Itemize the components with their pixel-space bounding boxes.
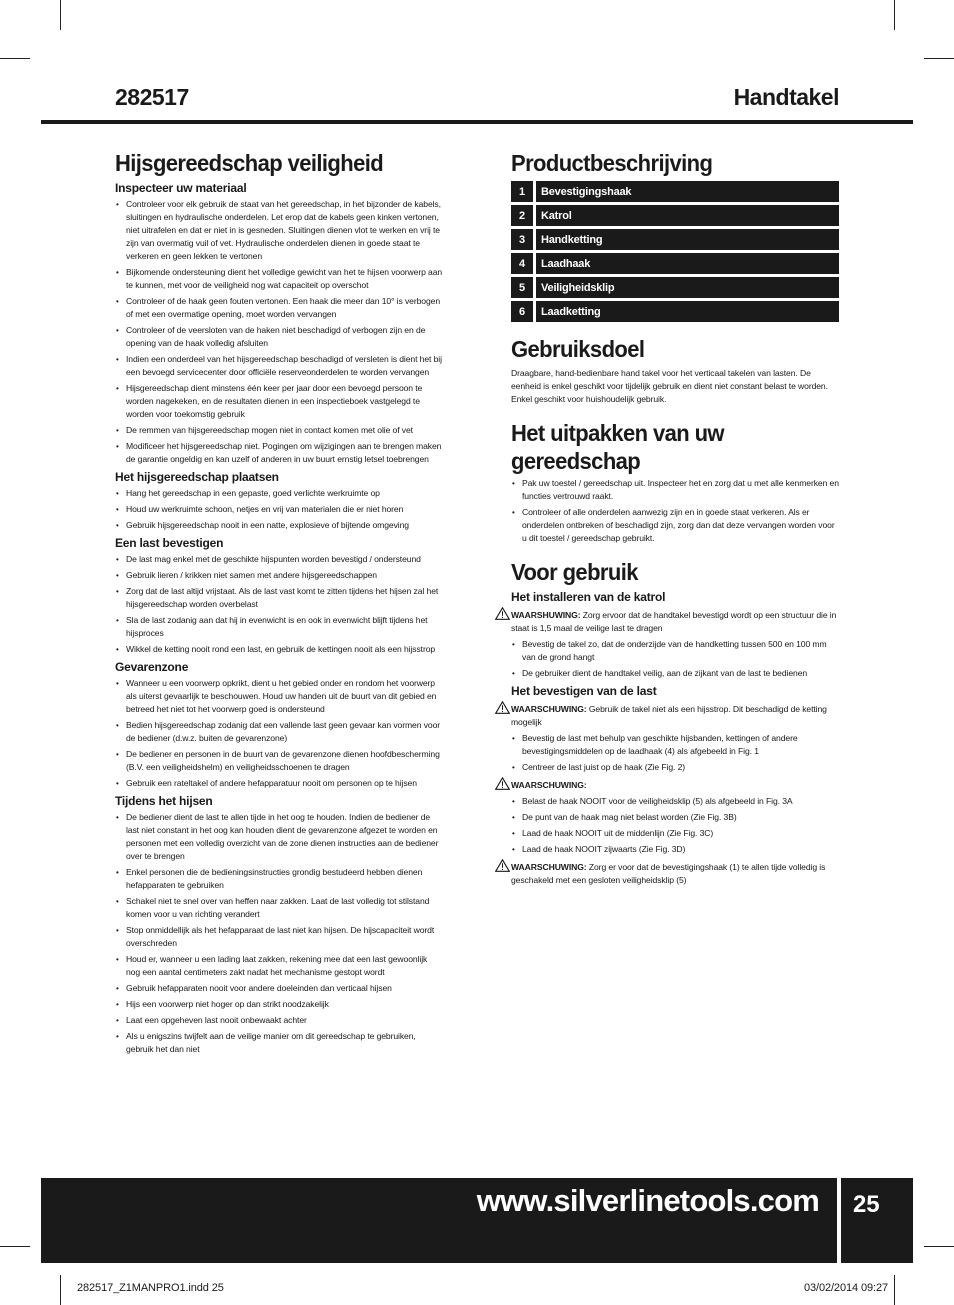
list-item: • Wanneer u een voorwerp opkrikt, dient u het gebied onder en rondom het voorwerp als uiterst gevaarlijk te beschouwen. Houd uw handen uit de buurt van dit gebied en betreed het niet tot het voorwerp goed is ondersteund xyxy=(115,677,443,716)
section-title-product: Productbeschrijving xyxy=(511,150,713,177)
crop-mark xyxy=(894,1275,895,1305)
product-title: Handtakel xyxy=(733,84,839,110)
list-attach-load xyxy=(115,553,443,656)
intended-use-text: Draagbare, hand-bedienbare hand takel voor het verticaal takelen van lasten. De eenheid is enkel geschikt voor tijdelijk gebruik en dient niet constant belast te worden. Enkel geschikt voor huishoudelijk gebruik. xyxy=(511,368,828,404)
part-number: 3 xyxy=(511,229,533,250)
crop-mark xyxy=(924,1246,954,1247)
part-row xyxy=(511,229,839,250)
part-row xyxy=(511,277,839,298)
list-item: • De bediener en personen in de buurt van de gevarenzone dienen hoofdbescherming (B.V. een veiligheidshelm) en veiligheidsschoenen te dragen xyxy=(115,748,443,774)
list-danger-zone xyxy=(115,677,443,790)
crop-mark xyxy=(60,1275,61,1305)
list-item: • Bevestig de last met behulp van geschikte hijsbanden, kettingen of andere bevestigingsmiddelen op de laadhaak (4) als afgebeeld in Fig. 1 xyxy=(511,732,839,758)
list-item: • Wikkel de ketting nooit rond een last, en gebruik de kettingen nooit als een hijsstrop xyxy=(115,643,443,656)
list-item: • Zorg dat de last altijd vrijstaat. Als de last vast komt te zitten tijdens het hijsen zal het hijsgereedschap worden overbelast xyxy=(115,585,443,611)
footer-divider xyxy=(837,1178,841,1263)
part-label: Veiligheidsklip xyxy=(536,277,839,298)
list-item: • Hijsgereedschap dient minstens één keer per jaar door een bevoegd persoon te worden nagekeken, en de resultaten dienen in een inspectieboek vastgelegd te worden voor toekomstig gebruik xyxy=(115,382,443,421)
warning-text: Zorg ervoor dat de handtakel bevestigd wordt op een structuur die in staat is 1,5 maal de veilige last te dragen xyxy=(511,610,837,633)
list-item: • Pak uw toestel / gereedschap uit. Inspecteer het en zorg dat u met alle kenmerken en functies vertrouwd raakt. xyxy=(511,477,839,503)
website-link[interactable]: www.silverlinetools.com xyxy=(476,1183,819,1218)
unpacking-section xyxy=(511,420,839,545)
crop-mark xyxy=(0,1246,30,1247)
part-number: 2 xyxy=(511,205,533,226)
list-item: • Gebruik hefapparaten nooit voor andere doeleinden dan verticaal hijsen xyxy=(115,982,443,995)
warning-note xyxy=(511,859,839,887)
warning-note xyxy=(511,607,839,635)
warning-label: WAARSCHUWING: xyxy=(511,780,587,790)
list-item: • Indien een onderdeel van het hijsgereedschap beschadigd of versleten is dient het bij een bevoegd servicecenter door officiële reserveonderdelen te worden vervangen xyxy=(115,353,443,379)
list-item: • Als u enigszins twijfelt aan de veilige manier om dit gereedschap te gebruiken, gebruik het dan niet xyxy=(115,1030,443,1056)
list-item: • Bedien hijsgereedschap zodanig dat een vallende last geen gevaar kan vormen voor de bediener (d.w.z. buiten de gevarenzone) xyxy=(115,719,443,745)
subheading-attach-load-right: Het bevestigen van de last xyxy=(511,684,657,698)
crop-mark xyxy=(0,58,30,59)
list-item: • Hang het gereedschap in een gepaste, goed verlichte werkruimte op xyxy=(115,487,443,500)
list-hook-loading xyxy=(511,795,839,856)
page-number: 25 xyxy=(853,1191,880,1218)
header-rule xyxy=(41,120,913,124)
subheading-attach-load: Een last bevestigen xyxy=(115,536,224,550)
list-item: • Hijs een voorwerp niet hoger op dan strikt noodzakelijk xyxy=(115,998,443,1011)
list-inspect xyxy=(115,198,443,466)
warning-text: Zorg er voor dat de bevestigingshaak (1) te allen tijde volledig is geschakeld met een gesloten veiligheidsklip (5) xyxy=(511,862,826,885)
section-title-unpacking: Het uitpakken van uw gereedschap xyxy=(511,420,724,475)
list-item: • De last mag enkel met de geschikte hijspunten worden bevestigd / ondersteund xyxy=(115,553,443,566)
list-item: • Laad de haak NOOIT zijwaarts (Zie Fig. 3D) xyxy=(511,843,839,856)
list-item: • Laat een opgeheven last nooit onbewaakt achter xyxy=(115,1014,443,1027)
list-during-lifting xyxy=(115,811,443,1056)
before-use-section xyxy=(511,559,839,887)
warning-label: WAARSHUWING: xyxy=(511,610,581,620)
list-item: • Stop onmiddellijk als het hefapparaat de last niet kan hijsen. De hijscapaciteit wordt overschreden xyxy=(115,924,443,950)
part-number: 5 xyxy=(511,277,533,298)
warning-text: Gebruik de takel niet als een hijsstrop. Dit beschadigd de ketting mogelijk xyxy=(511,704,827,727)
list-item: • Schakel niet te snel over van heffen naar zakken. Laat de last volledig tot stilstand komen voor u van richting verandert xyxy=(115,895,443,921)
list-item: • De punt van de haak mag niet belast worden (Zie Fig. 3B) xyxy=(511,811,839,824)
list-item: • Bijkomende ondersteuning dient het volledige gewicht van het te hijsen voorwerp aan te kunnen, met voor de veiligheid nog wat capaciteit op overschot xyxy=(115,266,443,292)
crop-mark xyxy=(894,0,895,30)
subheading-danger-zone: Gevarenzone xyxy=(115,660,189,674)
subheading-placing: Het hijsgereedschap plaatsen xyxy=(115,470,279,484)
slug-file-info: 282517_Z1MANPRO1.indd 25 xyxy=(77,1282,224,1294)
subheading-during-lifting: Tijdens het hijsen xyxy=(115,794,213,808)
list-item: • Controleer of de haak geen fouten vertonen. Een haak die meer dan 10° is verbogen of met een overmatige opening, moet worden vervangen xyxy=(115,295,443,321)
list-item: • Controleer of alle onderdelen aanwezig zijn en in goede staat verkeren. Als er onderdelen ontbreken of beschadigd zijn, zorg dan dat deze vervangen worden voor u dit toestel / gereedschap gebruikt. xyxy=(511,506,839,545)
list-item: • De bediener dient de last te allen tijde in het oog te houden. Indien de bediener de last niet constant in het oog kan houden dient de gevarenzone afgezet te worden en personen met een volledig overzicht van de zone dienen instructies aan de bediener over te brengen xyxy=(115,811,443,863)
parts-list xyxy=(511,181,839,322)
list-placing xyxy=(115,487,443,532)
product-description-section xyxy=(511,150,839,322)
part-row xyxy=(511,205,839,226)
left-column xyxy=(115,150,443,1059)
list-item: • Enkel personen die de bedieningsinstructies grondig bestudeerd hebben dienen hefapparaten te gebruiken xyxy=(115,866,443,892)
warning-triangle-icon xyxy=(495,859,510,872)
section-title-before-use: Voor gebruik xyxy=(511,559,638,586)
list-item: • Laad de haak NOOIT uit de middenlijn (Zie Fig. 3C) xyxy=(511,827,839,840)
list-item: • Sla de last zodanig aan dat hij in evenwicht is en ook in evenwicht blijft tijdens het hijsproces xyxy=(115,614,443,640)
warning-triangle-icon xyxy=(495,607,510,620)
list-item: • De gebruiker dient de handtakel veilig, aan de zijkant van de last te bedienen xyxy=(511,667,839,680)
list-item: • Bevestig de takel zo, dat de onderzijde van de handketting tussen 500 en 100 mm van de grond hangt xyxy=(511,638,839,664)
warning-label: WAARSCHUWING: xyxy=(511,704,587,714)
crop-mark xyxy=(924,58,954,59)
section-title-safety: Hijsgereedschap veiligheid xyxy=(115,150,384,177)
warning-triangle-icon xyxy=(495,701,510,714)
subheading-inspect: Inspecteer uw materiaal xyxy=(115,181,247,195)
subheading-install-pulley: Het installeren van de katrol xyxy=(511,590,666,604)
part-row xyxy=(511,301,839,322)
right-column xyxy=(511,150,839,901)
list-install-pulley xyxy=(511,638,839,680)
part-number: 1 xyxy=(511,181,533,202)
list-item: • Houd er, wanneer u een lading laat zakken, rekening mee dat een last gewoonlijk nog een aantal centimeters zakt nadat het mechanisme gestopt wordt xyxy=(115,953,443,979)
part-row xyxy=(511,253,839,274)
list-item: • Centreer de last juist op de haak (Zie Fig. 2) xyxy=(511,761,839,774)
footer-bar xyxy=(41,1178,913,1263)
list-item: • Gebruik een rateltakel of andere hefapparatuur nooit om personen op te hijsen xyxy=(115,777,443,790)
list-item: • Controleer voor elk gebruik de staat van het gereedschap, in het bijzonder de kabels, sluitingen en hydraulische onderdelen. Let erop dat de kabels geen kinken vertonen, niet uitrafelen en dat er niet in is gesneden. Sluitingen dienen vlot te werken en vrij te zijn van overmatig vuil of vet. Hydraulische onderdelen dienen in goede staat te verkeren en geen lekken te vertonen xyxy=(115,198,443,263)
part-number: 4 xyxy=(511,253,533,274)
list-attach-load-right xyxy=(511,732,839,774)
product-code: 282517 xyxy=(115,84,189,110)
intended-use-section xyxy=(511,336,839,406)
slug-date-info: 03/02/2014 09:27 xyxy=(803,1282,888,1294)
list-item: • De remmen van hijsgereedschap mogen niet in contact komen met olie of vet xyxy=(115,424,443,437)
part-number: 6 xyxy=(511,301,533,322)
section-title-intended-use: Gebruiksdoel xyxy=(511,336,645,363)
part-label: Handketting xyxy=(536,229,839,250)
list-item: • Modificeer het hijsgereedschap niet. Pogingen om wijzigingen aan te brengen maken de garantie ongeldig en kan uzelf of anderen in uw buurt ernstig letsel toebrengen xyxy=(115,440,443,466)
part-label: Laadketting xyxy=(536,301,839,322)
crop-mark xyxy=(60,0,61,30)
warning-note xyxy=(511,701,839,729)
list-item: • Gebruik hijsgereedschap nooit in een natte, explosieve of bijtende omgeving xyxy=(115,519,443,532)
warning-label: WAARSCHUWING: xyxy=(511,862,587,872)
part-row xyxy=(511,181,839,202)
list-item: • Gebruik lieren / krikken niet samen met andere hijsgereedschappen xyxy=(115,569,443,582)
part-label: Katrol xyxy=(536,205,839,226)
warning-triangle-icon xyxy=(495,777,510,790)
part-label: Bevestigingshaak xyxy=(536,181,839,202)
list-unpacking xyxy=(511,477,839,545)
list-item: • Controleer of de veersloten van de haken niet beschadigd of verbogen zijn en de opening van de haak volledig afsluiten xyxy=(115,324,443,350)
list-item: • Houd uw werkruimte schoon, netjes en vrij van materialen die er niet horen xyxy=(115,503,443,516)
list-item: • Belast de haak NOOIT voor de veiligheidsklip (5) als afgebeeld in Fig. 3A xyxy=(511,795,839,808)
warning-note xyxy=(511,777,839,792)
part-label: Laadhaak xyxy=(536,253,839,274)
